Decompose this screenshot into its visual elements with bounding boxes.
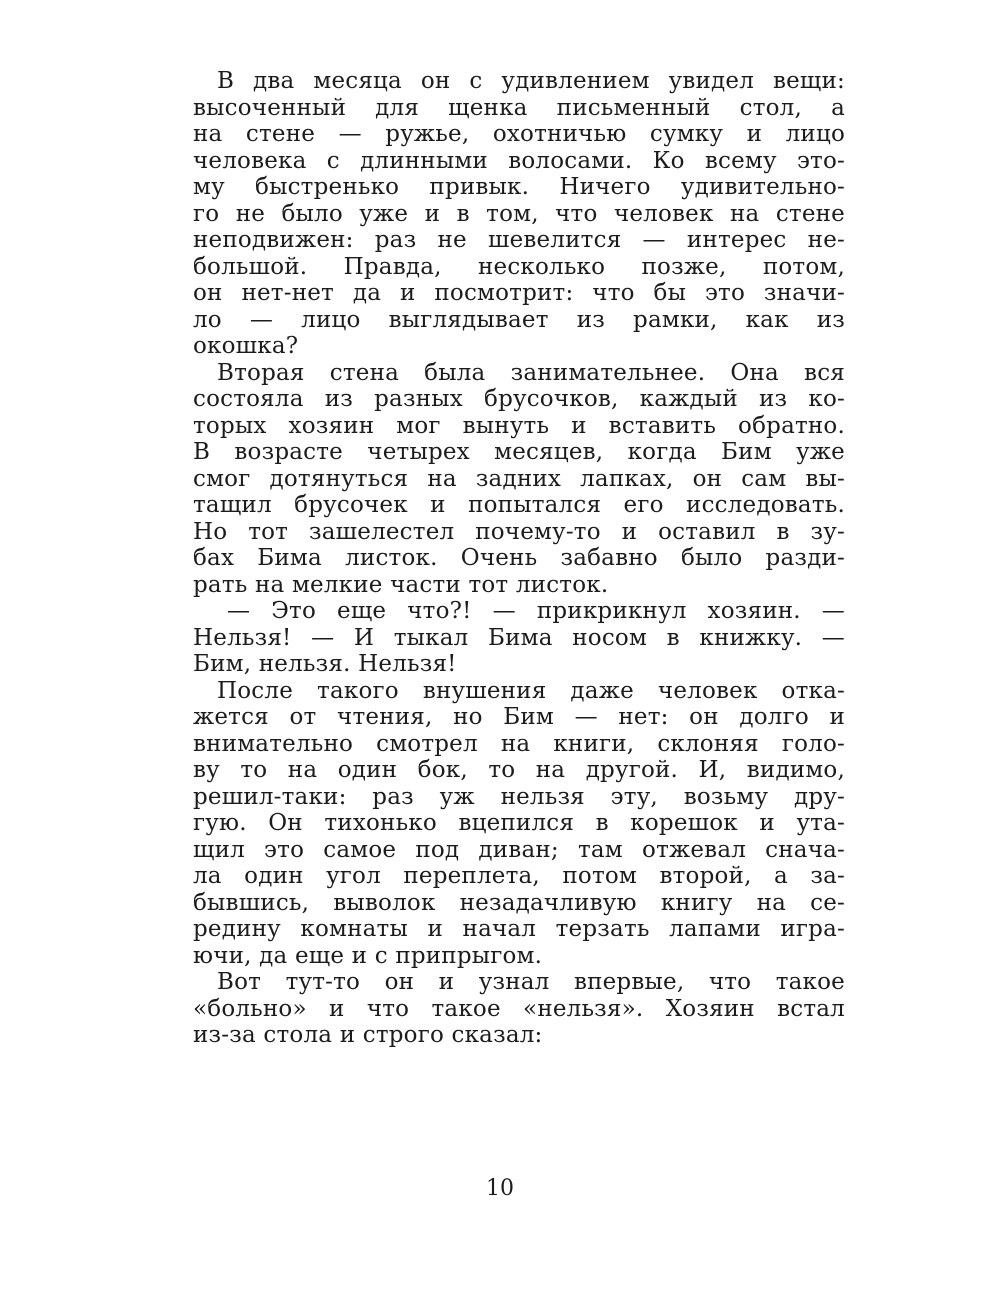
text-line: рать на мелкие части тот листок. — [193, 571, 609, 598]
text-line: Бим, нельзя. Нельзя! — [193, 651, 457, 677]
page-body-text — [193, 68, 845, 1049]
text-line: внимательно смотрел на книги, склоняя голо- — [193, 730, 845, 757]
text-line: из-за стола и строго сказал: — [193, 1022, 543, 1048]
dialogue-paragraph — [193, 598, 845, 678]
text-line: Но тот зашелестел почему-то и оставил в зу- — [193, 518, 845, 545]
paragraph — [193, 360, 845, 599]
page-number: 10 — [486, 1176, 514, 1201]
text-line: большой. Правда, несколько позже, потом, — [193, 253, 845, 280]
text-line: го не было уже и в том, что человек на стене — [193, 200, 845, 227]
text-line: ючи, да еще и с припрыгом. — [193, 942, 543, 969]
text-line: ву то на один бок, то на другой. И, видимо, — [193, 757, 845, 783]
text-line: решил-таки: раз уж нельзя эту, возьму дру- — [193, 783, 845, 810]
paragraph — [193, 678, 845, 970]
paragraph — [193, 969, 845, 1049]
text-line: му быстренько привык. Ничего удивительно- — [193, 174, 845, 200]
text-line: бывшись, выволок незадачливую книгу на се- — [193, 889, 845, 916]
text-line: — Это еще что?! — прикрикнул хозяин. — — [227, 598, 845, 624]
text-line: торых хозяин мог вынуть и вставить обратно. — [193, 412, 845, 439]
text-line: редину комнаты и начал терзать лапами игра- — [193, 916, 845, 942]
paragraph — [193, 68, 845, 360]
text-line: Вот тут-то он и узнал впервые, что такое — [217, 969, 845, 995]
text-line: окошка? — [193, 333, 299, 359]
text-line: В два месяца он с удивлением увидел вещи: — [217, 68, 845, 94]
text-line: на стене — ружье, охотничью сумку и лицо — [193, 121, 845, 147]
text-line: он нет-нет да и посмотрит: что бы это значи- — [193, 280, 845, 306]
text-line: бах Бима листок. Очень забавно было разди- — [193, 545, 845, 571]
text-line: Нельзя! — И тыкал Бима носом в книжку. — — [193, 624, 845, 651]
text-line: щил это самое под диван; там отжевал снача- — [193, 836, 845, 863]
text-line: После такого внушения даже человек отка- — [217, 677, 845, 704]
text-line: неподвижен: раз не шевелится — интерес не- — [193, 227, 845, 253]
text-line: смог дотянуться на задних лапках, он сам вы- — [193, 465, 845, 492]
text-line: «больно» и что такое «нельзя». Хозяин встал — [193, 995, 845, 1022]
text-line: человека с длинными волосами. Ко всему это- — [193, 147, 845, 174]
text-line: гую. Он тихонько вцепился в корешок и ута- — [193, 810, 845, 836]
text-line: жется от чтения, но Бим — нет: он долго и — [193, 704, 845, 730]
text-line: ла один угол переплета, потом второй, а за- — [193, 863, 845, 889]
text-line: высоченный для щенка письменный стол, а — [193, 94, 845, 121]
text-line: тащил брусочек и попытался его исследовать. — [193, 492, 845, 518]
text-line: состояла из разных брусочков, каждый из ко- — [193, 386, 845, 412]
text-line: ло — лицо выглядывает из рамки, как из — [193, 306, 845, 333]
text-line: Вторая стена была занимательнее. Она вся — [217, 359, 845, 386]
text-line: В возрасте четырех месяцев, когда Бим уже — [193, 439, 845, 465]
